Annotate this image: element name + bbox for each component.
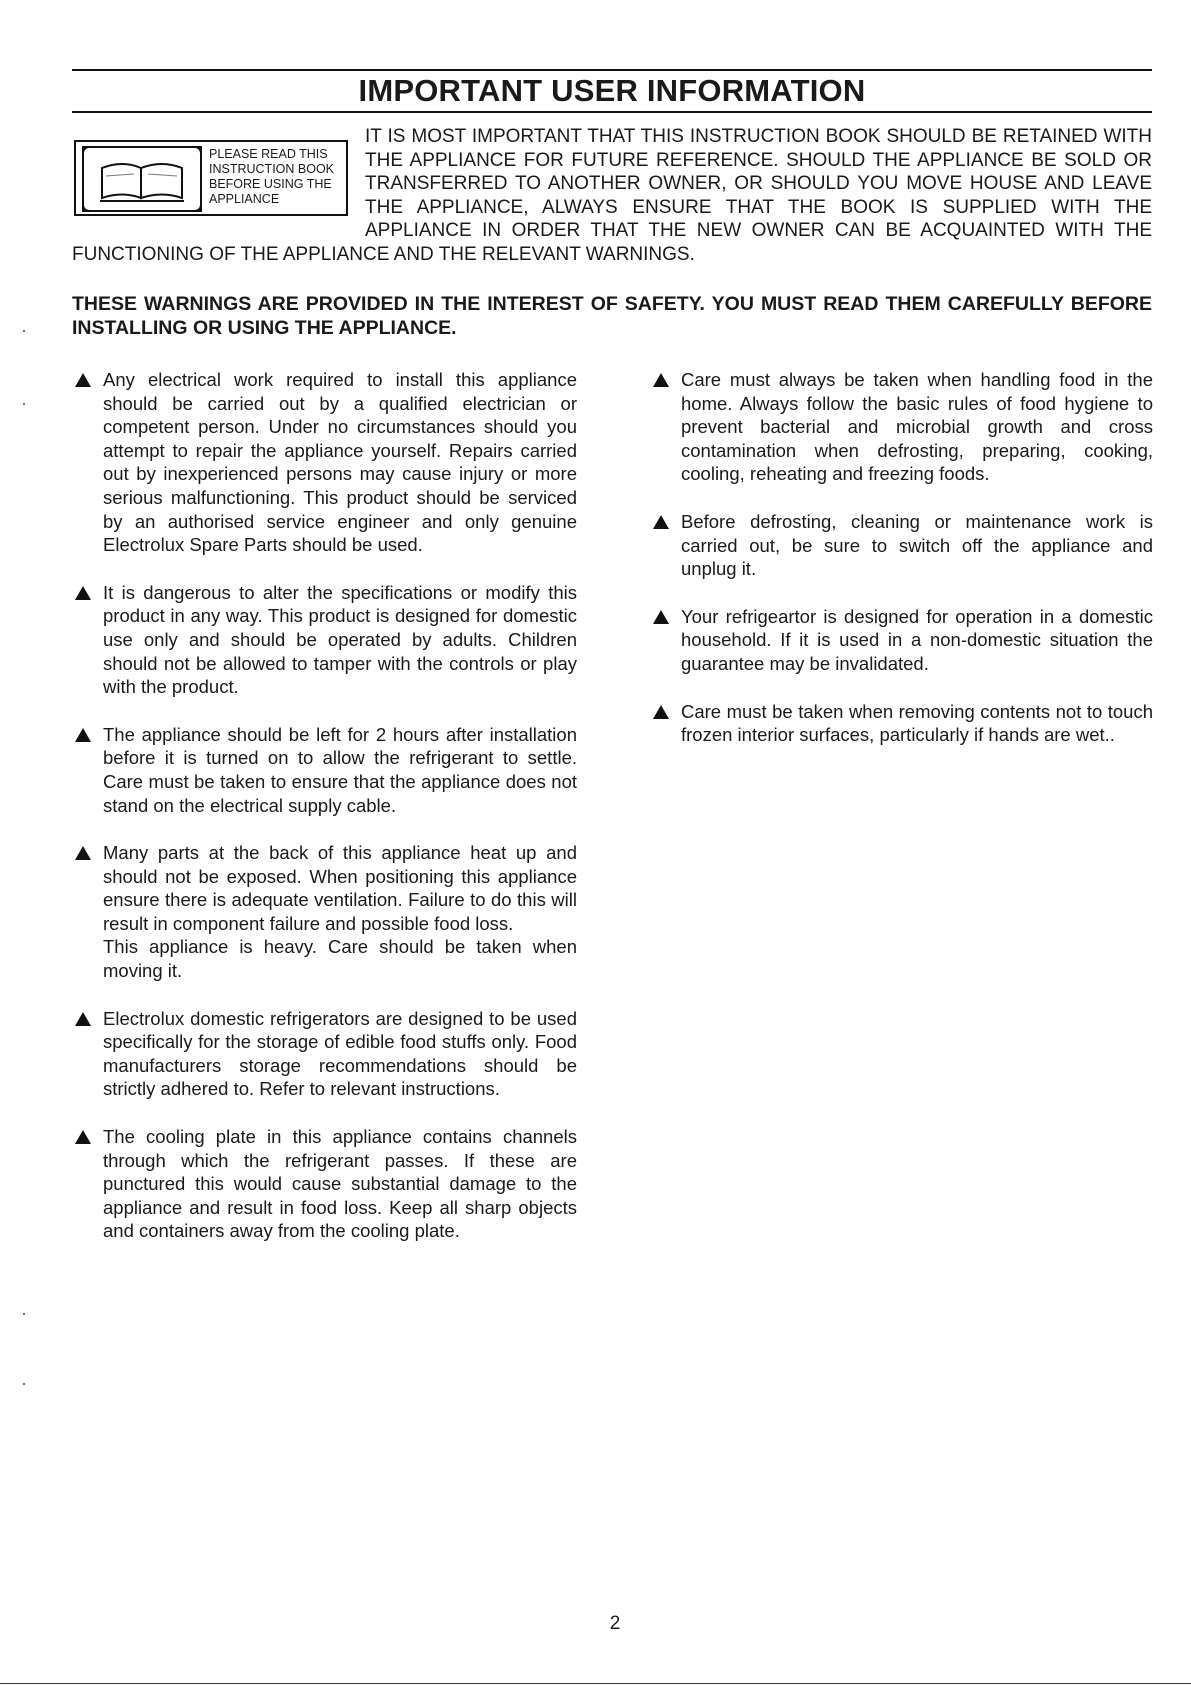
warning-triangle-icon xyxy=(653,610,669,624)
warning-item xyxy=(72,723,577,817)
warning-triangle-icon xyxy=(75,846,91,860)
open-book-icon xyxy=(82,146,202,212)
warning-item xyxy=(72,368,577,557)
warning-text: Many parts at the back of this appliance heat up and should not be exposed. When positioning this appliance ensure there is adequate ventilation. Failure to do this will result in component failure and possible food loss. xyxy=(103,842,577,934)
scan-speck xyxy=(23,330,25,332)
scan-speck xyxy=(23,1383,25,1385)
warning-item xyxy=(650,700,1153,747)
warning-triangle-icon xyxy=(75,1012,91,1026)
warning-text: Care must always be taken when handling food in the home. Always follow the basic rules of food hygiene to prevent bacterial and microbial growth and cross contamination when defrosting, preparing, cooking, cooling, reheating and freezing foods. xyxy=(681,369,1153,485)
warning-text: Any electrical work required to install this appliance should be carried out by a qualified electrician or competent person. Under no circumstances should you attempt to repair the appliance yourself. Repairs carried out by inexperienced persons may cause injury or more serious malfunctioning. This product should be serviced by an authorised service engineer and only genuine Electrolux Spare Parts should be used. xyxy=(103,369,577,556)
intro-text: IT IS MOST IMPORTANT THAT THIS INSTRUCTION BOOK SHOULD BE RETAINED WITH THE APPLIANCE FOR FUTURE REFERENCE. SHOULD THE APPLIANCE BE SOLD OR TRANSFERRED TO ANOTHER OWNER, OR SHOULD YOU MOVE HOUSE AND LEAVE THE APPLIANCE, ALWAYS ENSURE THAT THE BOOK IS SUPPLIED WITH THE APPLIANCE IN ORDER THAT THE NEW OWNER CAN BE ACQUAINTED WITH THE FUNCTIONING OF THE APPLIANCE AND THE RELEVANT WARNINGS. xyxy=(72,126,1152,265)
header-top-rule xyxy=(72,69,1152,71)
warning-item xyxy=(72,841,577,983)
notice-box-label: PLEASE READ THIS INSTRUCTION BOOK BEFORE USING THE APPLIANCE xyxy=(209,147,335,206)
page-title: IMPORTANT USER INFORMATION xyxy=(358,73,866,108)
warning-text: Your refrigeartor is designed for operation in a domestic household. If it is used in a non-domestic situation the guarantee may be invalidated. xyxy=(681,605,1153,674)
warning-text: Electrolux domestic refrigerators are designed to be used specifically for the storage of edible food stuffs only. Food manufacturers storage recommendations should be strictly adhered to. Refer to relevant instructions. xyxy=(103,1007,577,1100)
warning-triangle-icon xyxy=(653,515,669,529)
warning-text: The cooling plate in this appliance contains channels through which the refrigerant passes. If these are punctured this would cause substantial damage to the appliance and result in food loss. Keep all sharp objects and containers away from the cooling plate. xyxy=(103,1126,577,1242)
scan-speck xyxy=(23,1313,25,1315)
warning-triangle-icon xyxy=(75,1130,91,1144)
page-number: 2 xyxy=(609,1613,621,1634)
warning-item xyxy=(650,510,1153,581)
read-instructions-notice xyxy=(74,140,348,216)
warning-item xyxy=(72,581,577,699)
warning-text: Before defrosting, cleaning or maintenance work is carried out, be sure to switch off the appliance and unplug it. xyxy=(681,510,1153,580)
warning-item xyxy=(650,368,1153,486)
warning-triangle-icon xyxy=(653,373,669,387)
warning-item xyxy=(72,1125,577,1243)
page-bottom-edge xyxy=(0,1683,1191,1684)
right-warnings-column xyxy=(650,368,1153,771)
warning-item xyxy=(72,1007,577,1101)
scan-speck xyxy=(23,403,25,405)
warning-triangle-icon xyxy=(75,373,91,387)
warning-text: The appliance should be left for 2 hours after installation before it is turned on to allow the refrigerant to settle. Care must be taken to ensure that the appliance does not stand on the electrical supply cable. xyxy=(103,723,577,816)
warnings-heading: THESE WARNINGS ARE PROVIDED IN THE INTEREST OF SAFETY. YOU MUST READ THEM CAREFULLY BEFORE INSTALLING OR USING THE APPLIANCE. xyxy=(72,293,1152,339)
warning-triangle-icon xyxy=(75,586,91,600)
left-warnings-column xyxy=(72,368,577,1267)
warning-text: It is dangerous to alter the specifications or modify this product in any way. This product is designed for domestic use only and should be operated by adults. Children should not be allowed to tamper with the controls or play with the product. xyxy=(103,581,577,698)
warning-text-continued: This appliance is heavy. Care should be taken when moving it. xyxy=(103,936,577,982)
warning-triangle-icon xyxy=(653,705,669,719)
warning-item xyxy=(650,605,1153,676)
warning-triangle-icon xyxy=(75,728,91,742)
warning-text: Care must be taken when removing contents not to touch frozen interior surfaces, particularly if hands are wet.. xyxy=(681,700,1153,746)
header-bottom-rule xyxy=(72,111,1152,113)
